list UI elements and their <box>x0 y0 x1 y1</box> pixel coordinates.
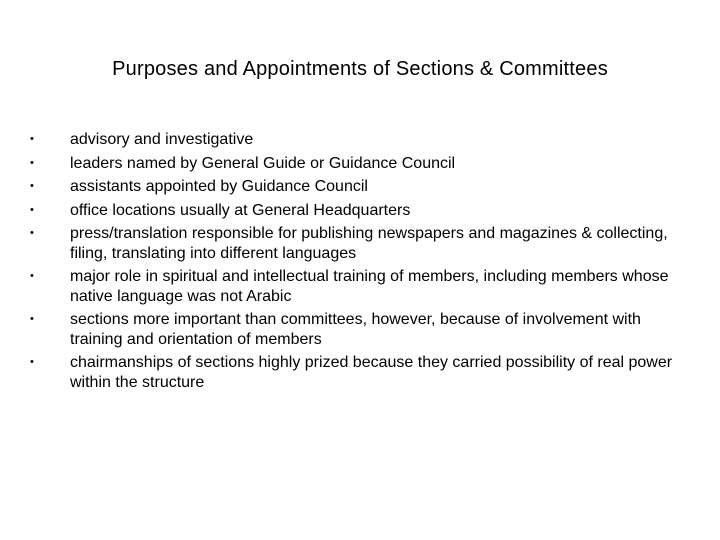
bullet-item <box>26 154 686 174</box>
slide-title: Purposes and Appointments of Sections & Committees <box>112 58 608 80</box>
bullet-icon: • <box>30 356 34 368</box>
bullet-text: press/translation responsible for publishing newspapers and magazines & collecting, filing, translating into different languages <box>70 225 668 262</box>
bullet-icon: • <box>30 203 34 216</box>
bullet-icon: • <box>30 180 34 192</box>
bullet-icon: • <box>30 156 34 169</box>
bullet-text: advisory and investigative <box>70 131 254 148</box>
bullet-item <box>26 130 686 150</box>
bullet-item <box>26 201 686 221</box>
bullet-text: assistants appointed by Guidance Council <box>70 178 368 195</box>
bullet-item <box>26 267 686 306</box>
bullet-item <box>26 177 686 197</box>
bullet-text: chairmanships of sections highly prized because they carried possibility of real power within the structure <box>70 354 673 391</box>
bullet-item <box>26 310 686 349</box>
bullet-text: sections more important than committees, however, because of involvement with training and orientation of members <box>70 311 641 348</box>
bullet-list <box>26 130 686 396</box>
bullet-icon: • <box>30 133 34 145</box>
bullet-icon: • <box>30 227 34 239</box>
bullet-text: major role in spiritual and intellectual training of members, including members whose native language was not Arabic <box>70 268 669 305</box>
bullet-icon: • <box>30 313 34 325</box>
bullet-text: leaders named by General Guide or Guidance Council <box>70 154 456 172</box>
bullet-icon: • <box>30 270 34 282</box>
bullet-item <box>26 224 686 263</box>
bullet-text: office locations usually at General Headquarters <box>70 201 411 219</box>
bullet-item <box>26 353 686 392</box>
